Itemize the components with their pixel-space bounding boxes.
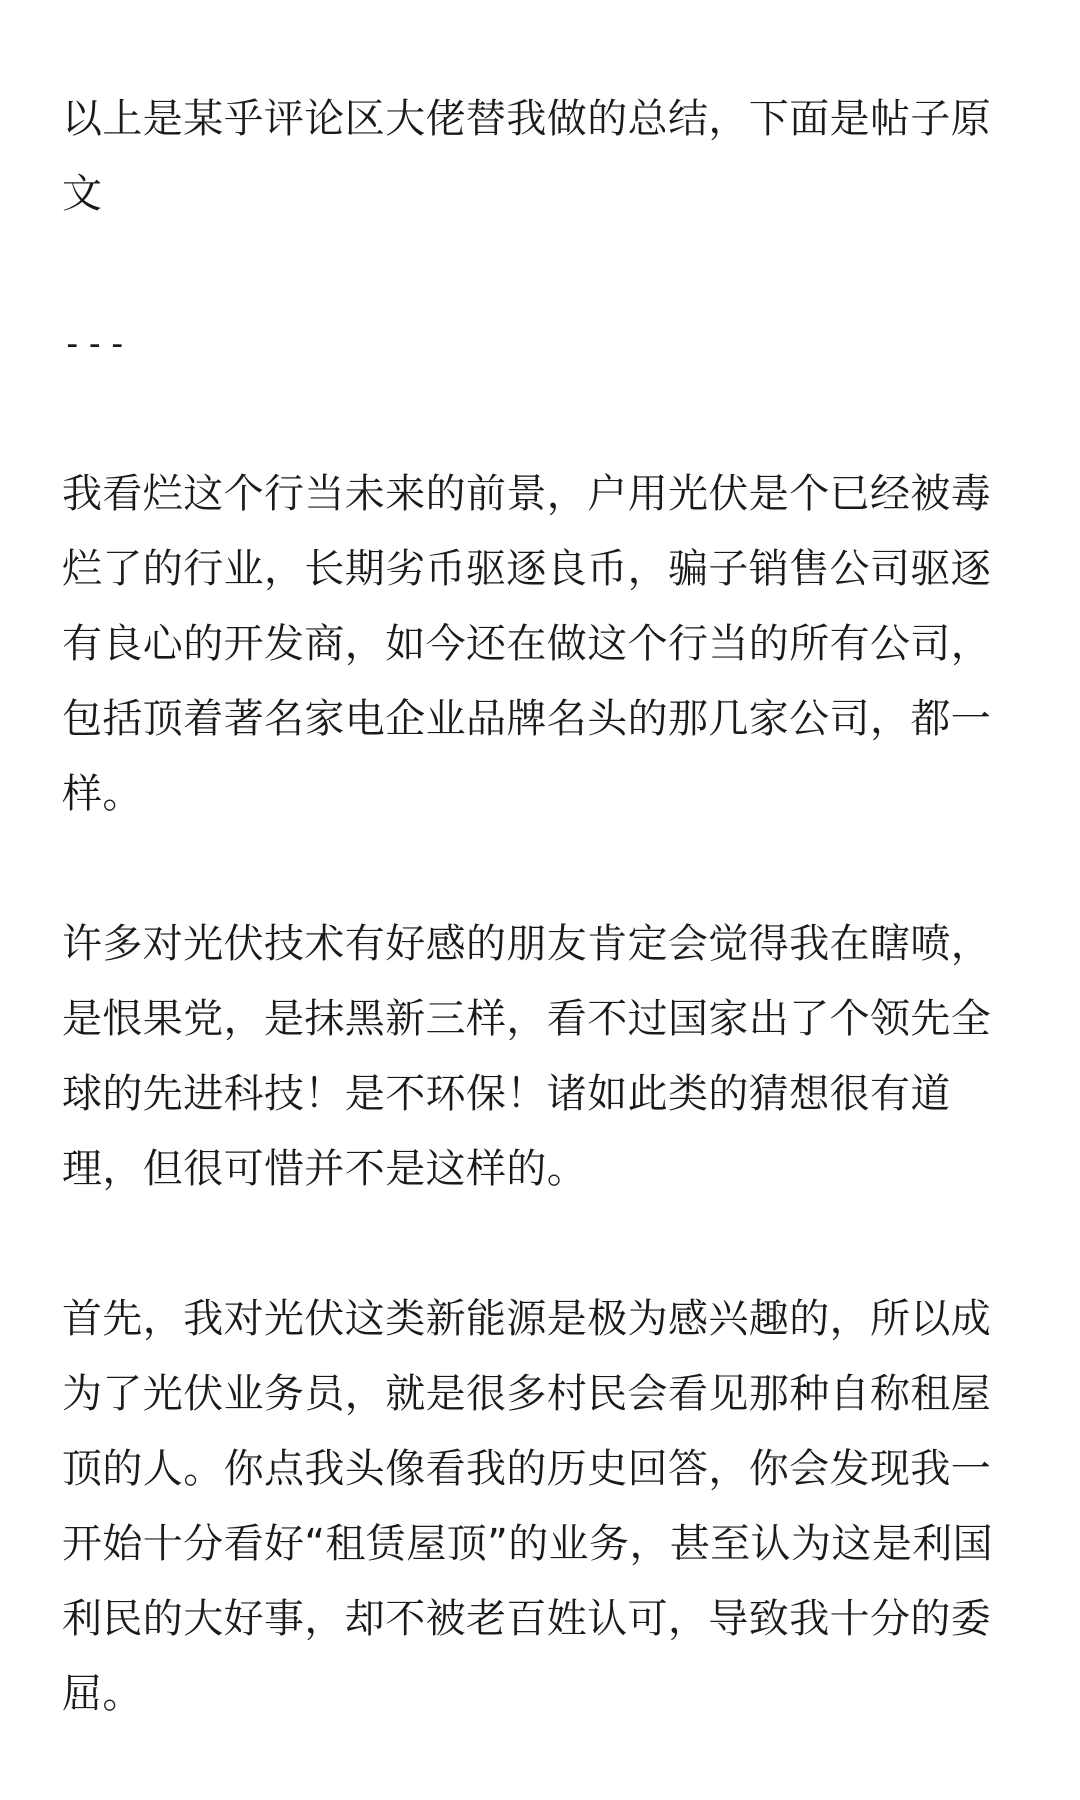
body-paragraph-1: 我看烂这个行当未来的前景，户用光伏是个已经被毒烂了的行业，长期劣币驱逐良币，骗子销售公司驱逐有良心的开发商，如今还在做这个行当的所有公司，包括顶着著名家电企业品牌名头的那几家公司，都一样。 bbox=[62, 471, 992, 817]
article-body bbox=[62, 82, 1022, 1732]
intro-paragraph: 以上是某乎评论区大佬替我做的总结，下面是帖子原文 bbox=[62, 96, 992, 217]
section-divider: --- bbox=[62, 324, 130, 364]
body-paragraph-3: 首先，我对光伏这类新能源是极为感兴趣的，所以成为了光伏业务员，就是很多村民会看见那种自称租屋顶的人。你点我头像看我的历史回答，你会发现我一开始十分看好“租赁屋顶”的业务，甚至认为这是利国利民的大好事，却不被老百姓认可，导致我十分的委屈。 bbox=[62, 1296, 994, 1717]
body-paragraph-2: 许多对光伏技术有好感的朋友肯定会觉得我在瞎喷，是恨果党，是抹黑新三样，看不过国家出了个领先全球的先进科技！是不环保！诸如此类的猜想很有道理，但很可惜并不是这样的。 bbox=[62, 921, 992, 1192]
